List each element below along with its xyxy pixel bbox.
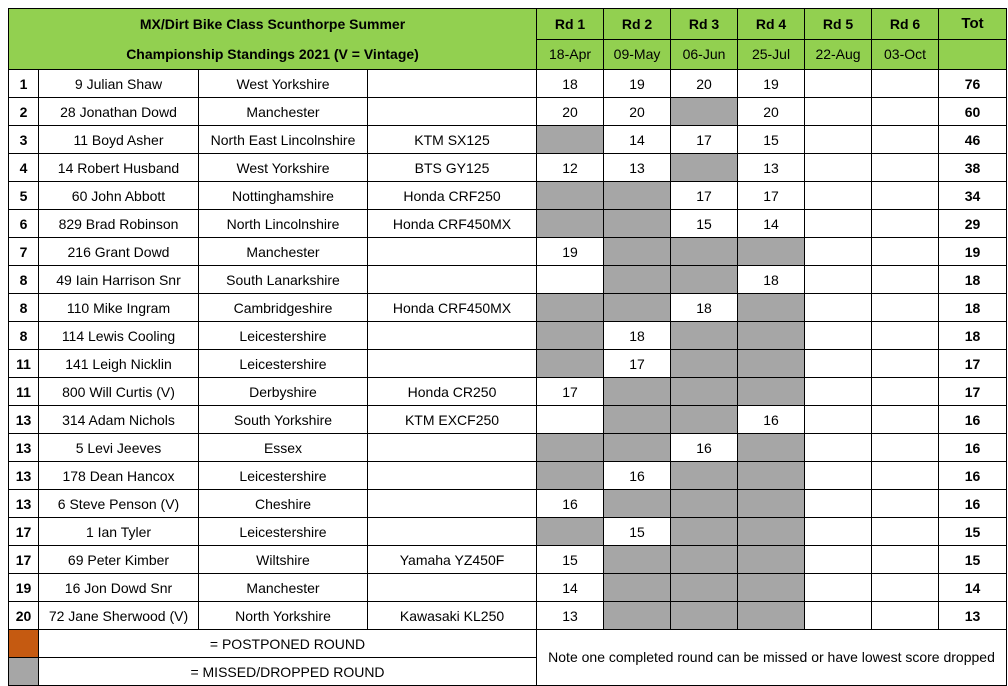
- total-cell: 16: [939, 490, 1007, 518]
- round-6-score-cell: [872, 294, 939, 322]
- round-6-score-cell: [872, 126, 939, 154]
- round-3-score-cell: [671, 406, 738, 434]
- round-1-score-cell: [537, 322, 604, 350]
- round-1-score-cell: 17: [537, 378, 604, 406]
- total-cell: 13: [939, 602, 1007, 630]
- standings-row: [9, 602, 1007, 630]
- round-2-score-cell: 16: [604, 462, 671, 490]
- standings-row: [9, 546, 1007, 574]
- table-title: [9, 9, 537, 70]
- standings-row: [9, 98, 1007, 126]
- round-6-score-cell: [872, 574, 939, 602]
- region-cell: North Yorkshire: [199, 602, 368, 630]
- round-5-score-cell: [805, 266, 872, 294]
- round-4-score-cell: [738, 546, 805, 574]
- round-1-score-cell: [537, 462, 604, 490]
- round-2-score-cell: 14: [604, 126, 671, 154]
- region-cell: Manchester: [199, 574, 368, 602]
- standings-row: [9, 406, 1007, 434]
- round-2-score-cell: 15: [604, 518, 671, 546]
- position-cell: 11: [9, 350, 39, 378]
- region-cell: North Lincolnshire: [199, 210, 368, 238]
- round-3-score-cell: [671, 602, 738, 630]
- round-4-score-cell: 14: [738, 210, 805, 238]
- round-6-score-cell: [872, 350, 939, 378]
- round-5-score-cell: [805, 322, 872, 350]
- total-cell: 18: [939, 266, 1007, 294]
- round-5-date: 22-Aug: [805, 39, 872, 70]
- round-1-score-cell: 13: [537, 602, 604, 630]
- round-5-score-cell: [805, 518, 872, 546]
- bike-cell: [368, 70, 537, 98]
- standings-row: [9, 434, 1007, 462]
- standings-row: [9, 182, 1007, 210]
- standings-row: [9, 462, 1007, 490]
- round-5-score-cell: [805, 434, 872, 462]
- round-6-score-cell: [872, 210, 939, 238]
- region-cell: Leicestershire: [199, 518, 368, 546]
- round-5-score-cell: [805, 154, 872, 182]
- round-3-date: 06-Jun: [671, 39, 738, 70]
- round-5-score-cell: [805, 294, 872, 322]
- round-4-score-cell: [738, 294, 805, 322]
- round-5-score-cell: [805, 602, 872, 630]
- position-cell: 8: [9, 294, 39, 322]
- bike-cell: KTM EXCF250: [368, 406, 537, 434]
- round-3-score-cell: [671, 266, 738, 294]
- round-4-score-cell: 19: [738, 70, 805, 98]
- legend-section: [9, 630, 1007, 686]
- title-line-1: MX/Dirt Bike Class Scunthorpe Summer: [139, 16, 406, 32]
- round-3-score-cell: [671, 154, 738, 182]
- round-6-label: Rd 6: [872, 9, 939, 40]
- round-5-label: Rd 5: [805, 9, 872, 40]
- round-1-score-cell: 14: [537, 574, 604, 602]
- rider-cell: 110 Mike Ingram: [39, 294, 199, 322]
- region-cell: Cambridgeshire: [199, 294, 368, 322]
- round-1-score-cell: 19: [537, 238, 604, 266]
- position-cell: 17: [9, 518, 39, 546]
- standings-row: [9, 350, 1007, 378]
- round-6-score-cell: [872, 434, 939, 462]
- bike-cell: [368, 462, 537, 490]
- region-cell: Leicestershire: [199, 462, 368, 490]
- bike-cell: Honda CRF450MX: [368, 294, 537, 322]
- bike-cell: [368, 238, 537, 266]
- region-cell: Manchester: [199, 238, 368, 266]
- round-1-score-cell: [537, 210, 604, 238]
- standings-row: [9, 378, 1007, 406]
- total-cell: 46: [939, 126, 1007, 154]
- total-cell: 18: [939, 322, 1007, 350]
- total-cell: 60: [939, 98, 1007, 126]
- round-2-score-cell: 13: [604, 154, 671, 182]
- bike-cell: [368, 574, 537, 602]
- round-6-score-cell: [872, 182, 939, 210]
- round-4-score-cell: 18: [738, 266, 805, 294]
- round-3-score-cell: [671, 98, 738, 126]
- rider-cell: 800 Will Curtis (V): [39, 378, 199, 406]
- round-3-score-cell: [671, 462, 738, 490]
- round-2-score-cell: 17: [604, 350, 671, 378]
- round-3-score-cell: [671, 322, 738, 350]
- round-1-score-cell: [537, 182, 604, 210]
- round-6-score-cell: [872, 462, 939, 490]
- round-2-score-cell: [604, 434, 671, 462]
- round-6-score-cell: [872, 98, 939, 126]
- round-4-score-cell: [738, 350, 805, 378]
- bike-cell: Honda CRF250: [368, 182, 537, 210]
- bike-cell: [368, 434, 537, 462]
- round-4-score-cell: [738, 434, 805, 462]
- bike-cell: [368, 322, 537, 350]
- round-5-score-cell: [805, 350, 872, 378]
- total-cell: 76: [939, 70, 1007, 98]
- round-1-score-cell: [537, 126, 604, 154]
- total-header-blank: [939, 39, 1007, 70]
- total-cell: 16: [939, 406, 1007, 434]
- total-header: Tot: [939, 9, 1007, 40]
- total-cell: 19: [939, 238, 1007, 266]
- round-2-score-cell: [604, 602, 671, 630]
- bike-cell: [368, 518, 537, 546]
- rider-cell: 28 Jonathan Dowd: [39, 98, 199, 126]
- round-4-score-cell: [738, 602, 805, 630]
- round-4-score-cell: [738, 378, 805, 406]
- region-cell: Derbyshire: [199, 378, 368, 406]
- total-cell: 16: [939, 434, 1007, 462]
- region-cell: Leicestershire: [199, 350, 368, 378]
- total-cell: 14: [939, 574, 1007, 602]
- region-cell: Essex: [199, 434, 368, 462]
- round-2-date: 09-May: [604, 39, 671, 70]
- bike-cell: [368, 266, 537, 294]
- round-6-score-cell: [872, 378, 939, 406]
- round-4-score-cell: 17: [738, 182, 805, 210]
- rider-cell: 60 John Abbott: [39, 182, 199, 210]
- round-3-score-cell: 17: [671, 182, 738, 210]
- round-5-score-cell: [805, 70, 872, 98]
- table-body: [9, 9, 1007, 630]
- round-5-score-cell: [805, 126, 872, 154]
- missed-legend-text: = MISSED/DROPPED ROUND: [39, 658, 537, 686]
- round-1-score-cell: 15: [537, 546, 604, 574]
- bike-cell: Kawasaki KL250: [368, 602, 537, 630]
- round-5-score-cell: [805, 238, 872, 266]
- region-cell: Manchester: [199, 98, 368, 126]
- round-2-score-cell: [604, 378, 671, 406]
- position-cell: 2: [9, 98, 39, 126]
- round-4-score-cell: 15: [738, 126, 805, 154]
- position-cell: 20: [9, 602, 39, 630]
- rider-cell: 829 Brad Robinson: [39, 210, 199, 238]
- standings-row: [9, 266, 1007, 294]
- note-text: Note one completed round can be missed or have lowest score dropped: [537, 630, 1007, 686]
- standings-row: [9, 154, 1007, 182]
- round-5-score-cell: [805, 546, 872, 574]
- total-cell: 16: [939, 462, 1007, 490]
- region-cell: West Yorkshire: [199, 154, 368, 182]
- position-cell: 11: [9, 378, 39, 406]
- round-3-score-cell: 17: [671, 126, 738, 154]
- round-3-score-cell: 15: [671, 210, 738, 238]
- position-cell: 4: [9, 154, 39, 182]
- round-5-score-cell: [805, 574, 872, 602]
- rider-cell: 72 Jane Sherwood (V): [39, 602, 199, 630]
- round-3-score-cell: [671, 546, 738, 574]
- round-6-score-cell: [872, 154, 939, 182]
- round-3-score-cell: [671, 378, 738, 406]
- round-1-score-cell: [537, 434, 604, 462]
- round-2-score-cell: [604, 546, 671, 574]
- round-1-score-cell: 18: [537, 70, 604, 98]
- round-6-date: 03-Oct: [872, 39, 939, 70]
- round-6-score-cell: [872, 70, 939, 98]
- round-3-score-cell: [671, 518, 738, 546]
- total-cell: 29: [939, 210, 1007, 238]
- standings-row: [9, 322, 1007, 350]
- region-cell: Cheshire: [199, 490, 368, 518]
- total-cell: 17: [939, 350, 1007, 378]
- position-cell: 8: [9, 266, 39, 294]
- total-cell: 15: [939, 546, 1007, 574]
- missed-swatch: [9, 658, 39, 686]
- position-cell: 1: [9, 70, 39, 98]
- round-6-score-cell: [872, 406, 939, 434]
- region-cell: West Yorkshire: [199, 70, 368, 98]
- rider-cell: 11 Boyd Asher: [39, 126, 199, 154]
- position-cell: 19: [9, 574, 39, 602]
- total-cell: 34: [939, 182, 1007, 210]
- position-cell: 5: [9, 182, 39, 210]
- round-2-score-cell: [604, 238, 671, 266]
- rider-cell: 14 Robert Husband: [39, 154, 199, 182]
- bike-cell: Honda CR250: [368, 378, 537, 406]
- rider-cell: 1 Ian Tyler: [39, 518, 199, 546]
- round-6-score-cell: [872, 238, 939, 266]
- bike-cell: Honda CRF450MX: [368, 210, 537, 238]
- round-2-label: Rd 2: [604, 9, 671, 40]
- region-cell: Wiltshire: [199, 546, 368, 574]
- total-cell: 17: [939, 378, 1007, 406]
- bike-cell: Yamaha YZ450F: [368, 546, 537, 574]
- postponed-swatch: [9, 630, 39, 658]
- bike-cell: [368, 490, 537, 518]
- round-1-score-cell: [537, 350, 604, 378]
- standings-row: [9, 518, 1007, 546]
- round-1-score-cell: [537, 406, 604, 434]
- region-cell: South Yorkshire: [199, 406, 368, 434]
- header-row-rounds: [9, 9, 1007, 40]
- rider-cell: 9 Julian Shaw: [39, 70, 199, 98]
- position-cell: 8: [9, 322, 39, 350]
- standings-row: [9, 574, 1007, 602]
- round-2-score-cell: [604, 490, 671, 518]
- rider-cell: 49 Iain Harrison Snr: [39, 266, 199, 294]
- round-5-score-cell: [805, 462, 872, 490]
- round-4-label: Rd 4: [738, 9, 805, 40]
- round-4-score-cell: [738, 574, 805, 602]
- round-4-score-cell: [738, 518, 805, 546]
- round-5-score-cell: [805, 210, 872, 238]
- rider-cell: 6 Steve Penson (V): [39, 490, 199, 518]
- standings-row: [9, 490, 1007, 518]
- rider-cell: 69 Peter Kimber: [39, 546, 199, 574]
- round-3-score-cell: 18: [671, 294, 738, 322]
- position-cell: 17: [9, 546, 39, 574]
- standings-row: [9, 294, 1007, 322]
- round-4-score-cell: [738, 238, 805, 266]
- rider-cell: 5 Levi Jeeves: [39, 434, 199, 462]
- round-2-score-cell: 19: [604, 70, 671, 98]
- position-cell: 13: [9, 490, 39, 518]
- rider-cell: 216 Grant Dowd: [39, 238, 199, 266]
- position-cell: 3: [9, 126, 39, 154]
- position-cell: 13: [9, 434, 39, 462]
- bike-cell: BTS GY125: [368, 154, 537, 182]
- total-cell: 18: [939, 294, 1007, 322]
- round-4-score-cell: [738, 322, 805, 350]
- region-cell: South Lanarkshire: [199, 266, 368, 294]
- bike-cell: [368, 98, 537, 126]
- rider-cell: 16 Jon Dowd Snr: [39, 574, 199, 602]
- postponed-legend-text: = POSTPONED ROUND: [39, 630, 537, 658]
- round-5-score-cell: [805, 182, 872, 210]
- region-cell: North East Lincolnshire: [199, 126, 368, 154]
- bike-cell: KTM SX125: [368, 126, 537, 154]
- rider-cell: 314 Adam Nichols: [39, 406, 199, 434]
- round-6-score-cell: [872, 518, 939, 546]
- round-2-score-cell: [604, 266, 671, 294]
- round-2-score-cell: [604, 210, 671, 238]
- round-3-score-cell: 20: [671, 70, 738, 98]
- round-1-date: 18-Apr: [537, 39, 604, 70]
- round-3-label: Rd 3: [671, 9, 738, 40]
- round-1-score-cell: 16: [537, 490, 604, 518]
- round-2-score-cell: 18: [604, 322, 671, 350]
- round-1-score-cell: [537, 266, 604, 294]
- round-3-score-cell: [671, 574, 738, 602]
- round-5-score-cell: [805, 490, 872, 518]
- round-3-score-cell: [671, 350, 738, 378]
- round-3-score-cell: [671, 238, 738, 266]
- total-cell: 38: [939, 154, 1007, 182]
- round-1-score-cell: 12: [537, 154, 604, 182]
- rider-cell: 178 Dean Hancox: [39, 462, 199, 490]
- rider-cell: 114 Lewis Cooling: [39, 322, 199, 350]
- round-4-score-cell: 20: [738, 98, 805, 126]
- round-3-score-cell: 16: [671, 434, 738, 462]
- round-6-score-cell: [872, 490, 939, 518]
- standings-row: [9, 238, 1007, 266]
- round-3-score-cell: [671, 490, 738, 518]
- standings-table: [8, 8, 1007, 686]
- round-6-score-cell: [872, 322, 939, 350]
- position-cell: 13: [9, 462, 39, 490]
- region-cell: Leicestershire: [199, 322, 368, 350]
- round-1-score-cell: 20: [537, 98, 604, 126]
- bike-cell: [368, 350, 537, 378]
- round-6-score-cell: [872, 266, 939, 294]
- rider-cell: 141 Leigh Nicklin: [39, 350, 199, 378]
- round-4-score-cell: 16: [738, 406, 805, 434]
- round-4-date: 25-Jul: [738, 39, 805, 70]
- standings-row: [9, 126, 1007, 154]
- title-line-2: Championship Standings 2021 (V = Vintage): [126, 46, 419, 62]
- round-4-score-cell: [738, 490, 805, 518]
- legend-row-postponed: [9, 630, 1007, 658]
- round-6-score-cell: [872, 602, 939, 630]
- position-cell: 7: [9, 238, 39, 266]
- round-5-score-cell: [805, 406, 872, 434]
- position-cell: 6: [9, 210, 39, 238]
- round-4-score-cell: 13: [738, 154, 805, 182]
- standings-row: [9, 70, 1007, 98]
- round-5-score-cell: [805, 98, 872, 126]
- round-2-score-cell: [604, 294, 671, 322]
- round-1-label: Rd 1: [537, 9, 604, 40]
- round-2-score-cell: [604, 406, 671, 434]
- region-cell: Nottinghamshire: [199, 182, 368, 210]
- total-cell: 15: [939, 518, 1007, 546]
- round-1-score-cell: [537, 294, 604, 322]
- round-1-score-cell: [537, 518, 604, 546]
- round-2-score-cell: [604, 574, 671, 602]
- round-2-score-cell: [604, 182, 671, 210]
- round-6-score-cell: [872, 546, 939, 574]
- standings-row: [9, 210, 1007, 238]
- round-2-score-cell: 20: [604, 98, 671, 126]
- position-cell: 13: [9, 406, 39, 434]
- round-4-score-cell: [738, 462, 805, 490]
- round-5-score-cell: [805, 378, 872, 406]
